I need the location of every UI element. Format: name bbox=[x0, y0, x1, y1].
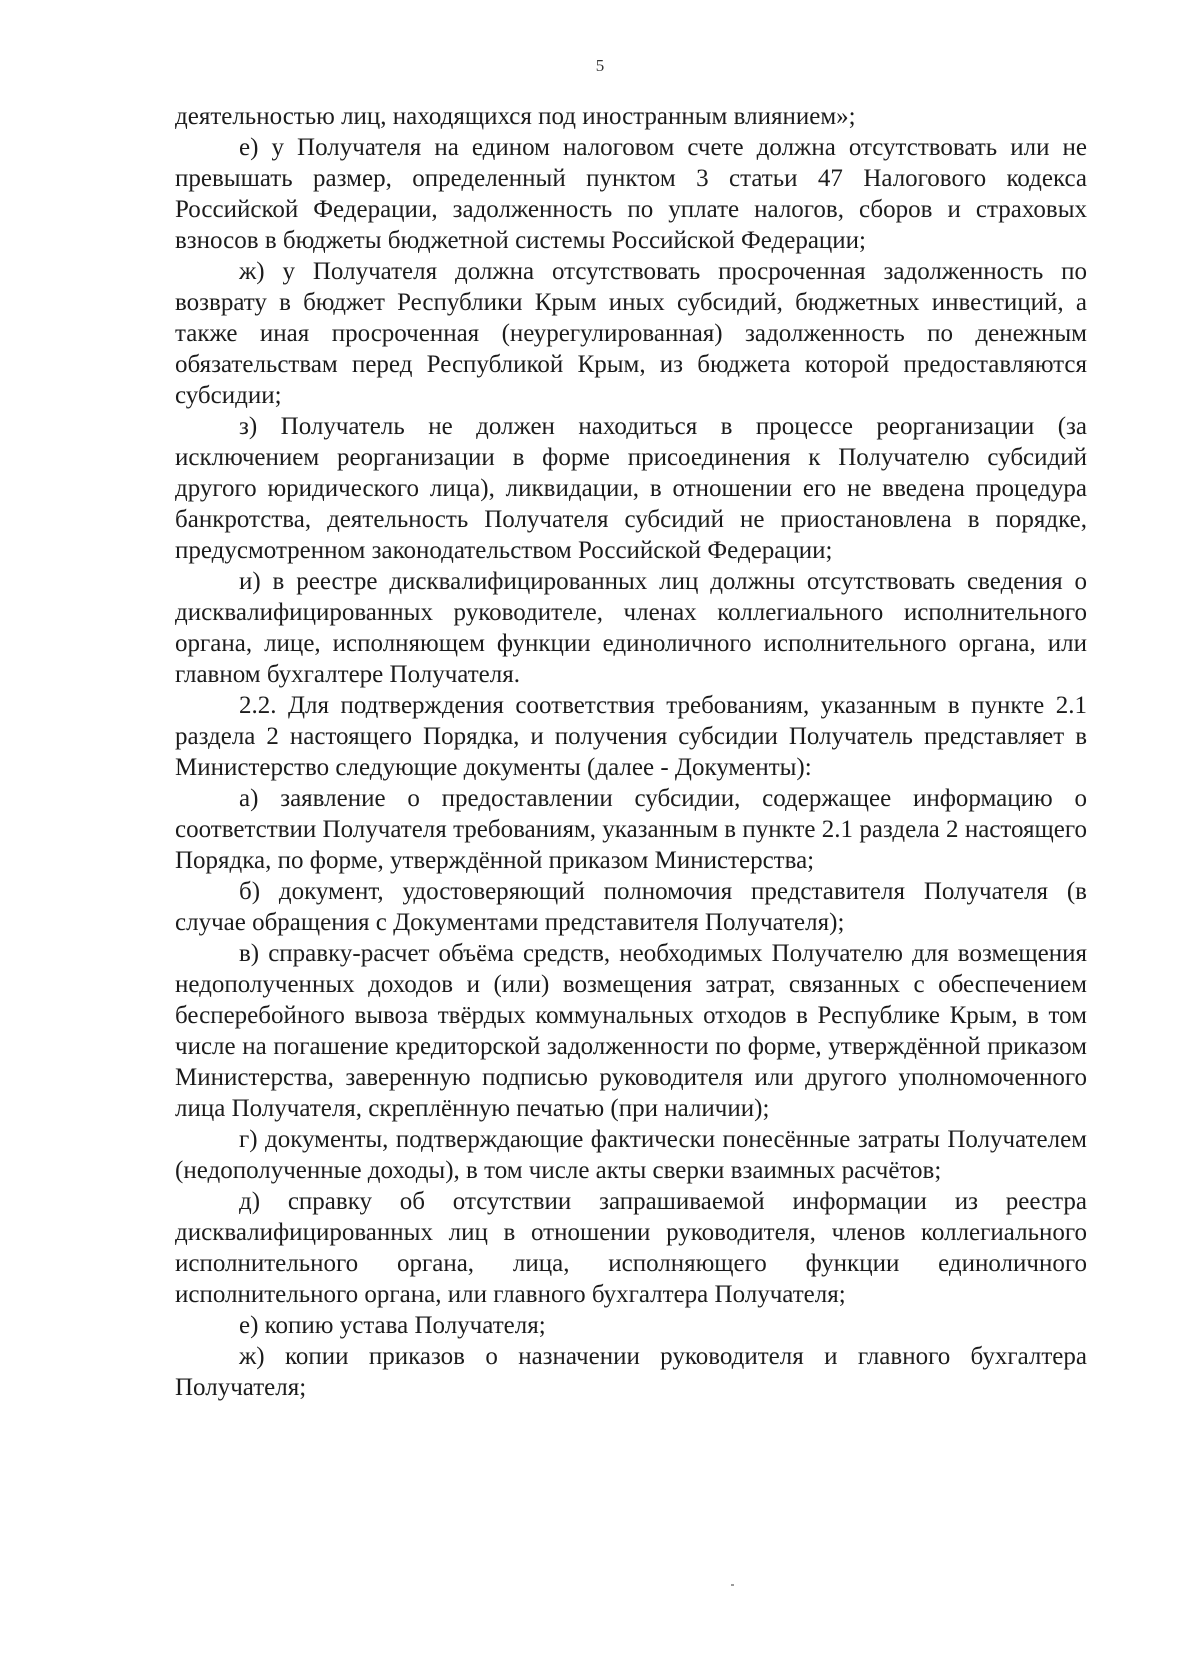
paragraph-doc-v: в) справку-расчет объёма средств, необходимых Получателю для возмещения недополученных доходов и (или) возмещения затрат, связанных с обеспечением бесперебойного вывоза твёрдых коммунальных отходов в Республике Крым, в том числе на погашение кредиторской задолженности по форме, утверждённой приказом Министерства, заверенную подписью руководителя или другого уполномоченного лица Получателя, скреплённую печатью (при наличии); bbox=[175, 940, 1087, 1122]
paragraph-item-e: е) у Получателя на едином налоговом счете должна отсутствовать или не превышать размер, определенный пунктом 3 статьи 47 Налогового кодекса Российской Федерации, задолженность по уплате налогов, сборов и страховых взносов в бюджеты бюджетной системы Российской Федерации; bbox=[175, 134, 1087, 254]
body-text bbox=[175, 101, 1087, 1403]
paragraph-item-i: и) в реестре дисквалифицированных лиц должны отсутствовать сведения о дисквалифицированных руководителе, членах коллегиального исполнительного органа, лице, исполняющем функции единоличного исполнительного органа, или главном бухгалтере Получателя. bbox=[175, 568, 1087, 688]
paragraph-item-z: з) Получатель не должен находиться в процессе реорганизации (за исключением реорганизации в форме присоединения к Получателю субсидий другого юридического лица), ликвидации, в отношении его не введена процедура банкротства, деятельность Получателя субсидий не приостановлена в порядке, предусмотренном законодательством Российской Федерации; bbox=[175, 413, 1087, 564]
page-number: 5 bbox=[595, 56, 605, 75]
paragraph-item-zh: ж) у Получателя должна отсутствовать просроченная задолженность по возврату в бюджет Республики Крым иных субсидий, бюджетных инвестиций, а также иная просроченная (неурегулированная) задолженность по денежным обязательствам перед Республикой Крым, из бюджета которой предоставляются субсидии; bbox=[175, 258, 1087, 409]
paragraph-doc-a: а) заявление о предоставлении субсидии, содержащее информацию о соответствии Получателя требованиям, указанным в пункте 2.1 раздела 2 настоящего Порядка, по форме, утверждённой приказом Министерства; bbox=[175, 785, 1087, 874]
paragraph-doc-g: г) документы, подтверждающие фактически понесённые затраты Получателем (недополученные доходы), в том числе акты сверки взаимных расчётов; bbox=[175, 1126, 1087, 1184]
paragraph-section-2-2: 2.2. Для подтверждения соответствия требованиям, указанным в пункте 2.1 раздела 2 настоящего Порядка, и получения субсидии Получатель представляет в Министерство следующие документы (далее - Документы): bbox=[175, 692, 1087, 781]
paragraph-doc-d: д) справку об отсутствии запрашиваемой информации из реестра дисквалифицированных лиц в отношении руководителя, членов коллегиального исполнительного органа, лица, исполняющего функции единоличного исполнительного органа, или главного бухгалтера Получателя; bbox=[175, 1188, 1087, 1308]
paragraph-continuation: деятельностью лиц, находящихся под иностранным влиянием»; bbox=[175, 103, 856, 130]
paragraph-doc-e: е) копию устава Получателя; bbox=[239, 1312, 546, 1339]
paragraph-doc-b: б) документ, удостоверяющий полномочия представителя Получателя (в случае обращения с Документами представителя Получателя); bbox=[175, 878, 1087, 936]
paragraph-doc-zh: ж) копии приказов о назначении руководителя и главного бухгалтера Получателя; bbox=[175, 1343, 1087, 1401]
scan-artifact bbox=[731, 1584, 734, 1586]
